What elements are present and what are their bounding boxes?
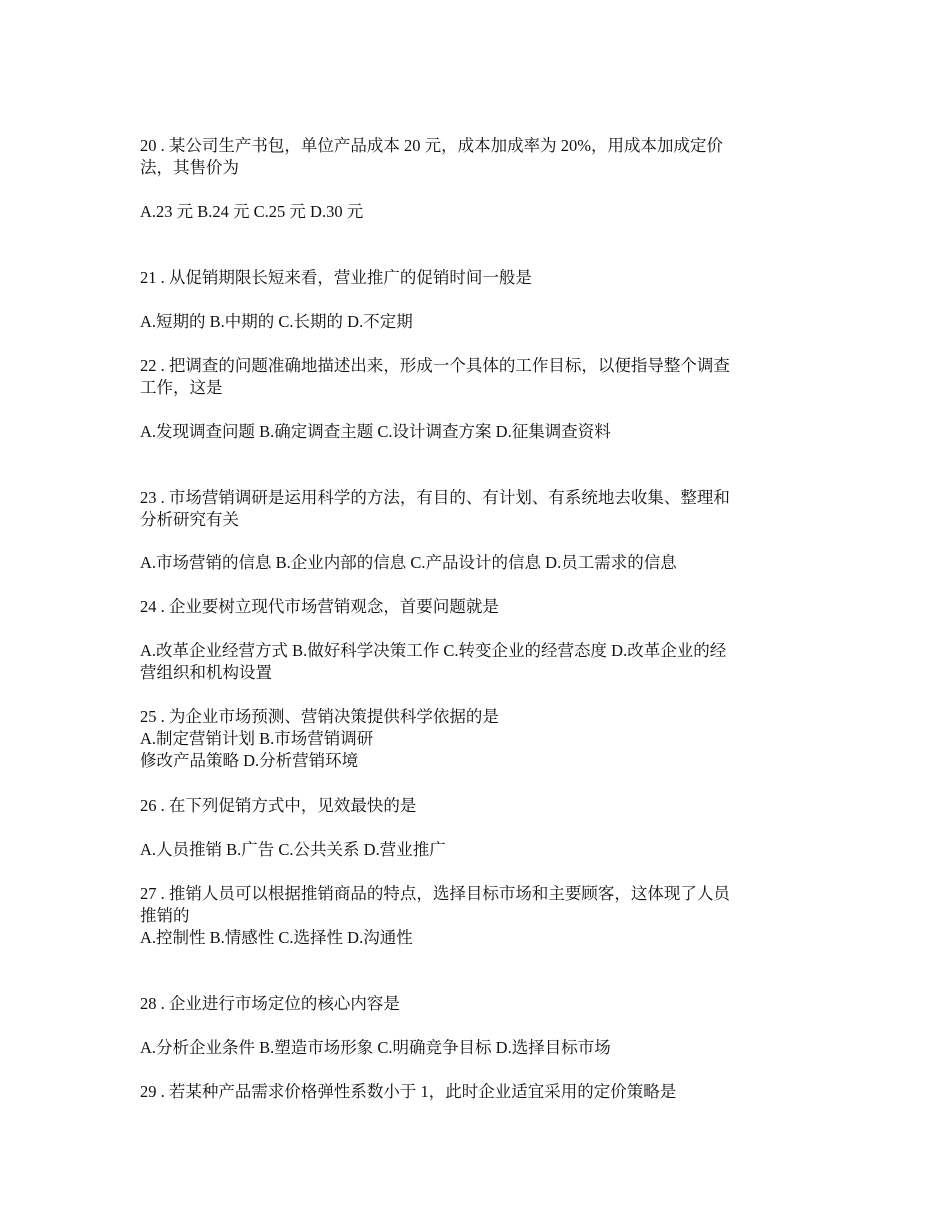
question-27-options: A.控制性 B.情感性 C.选择性 D.沟通性 <box>140 928 413 947</box>
question-24-options-line-1: A.改革企业经营方式 B.做好科学决策工作 C.转变企业的经营态度 D.改革企业的经 <box>140 641 727 660</box>
question-26-options: A.人员推销 B.广告 C.公共关系 D.营业推广 <box>140 840 446 859</box>
question-28-options: A.分析企业条件 B.塑造市场形象 C.明确竞争目标 D.选择目标市场 <box>140 1038 611 1057</box>
question-29-stem-line-1: 29 . 若某种产品需求价格弹性系数小于 1，此时企业适宜采用的定价策略是 <box>140 1082 677 1101</box>
question-25-stem-line-1: 25 . 为企业市场预测、营销决策提供科学依据的是 <box>140 707 499 726</box>
question-20-stem-line-1: 20 . 某公司生产书包，单位产品成本 20 元，成本加成率为 20%，用成本加成定价 <box>140 136 723 155</box>
question-21-stem-line-1: 21 . 从促销期限长短来看，营业推广的促销时间一般是 <box>140 268 532 287</box>
question-23-stem-line-2: 分析研究有关 <box>140 510 239 529</box>
question-26-stem-line-1: 26 . 在下列促销方式中，见效最快的是 <box>140 796 417 815</box>
question-25-options-line-1: A.制定营销计划 B.市场营销调研 <box>140 729 374 748</box>
question-20-options: A.23 元 B.24 元 C.25 元 D.30 元 <box>140 202 364 221</box>
question-22-options: A.发现调查问题 B.确定调查主题 C.设计调查方案 D.征集调查资料 <box>140 422 611 441</box>
question-27-stem-line-1: 27 . 推销人员可以根据推销商品的特点，选择目标市场和主要顾客，这体现了人员 <box>140 884 730 903</box>
question-28-stem-line-1: 28 . 企业进行市场定位的核心内容是 <box>140 994 400 1013</box>
question-23-stem-line-1: 23 . 市场营销调研是运用科学的方法，有目的、有计划、有系统地去收集、整理和 <box>140 488 730 507</box>
question-24-options-line-2: 营组织和机构设置 <box>140 663 272 682</box>
question-22-stem-line-1: 22 . 把调查的问题准确地描述出来，形成一个具体的工作目标，以便指导整个调查 <box>140 356 730 375</box>
question-23-options: A.市场营销的信息 B.企业内部的信息 C.产品设计的信息 D.员工需求的信息 <box>140 553 677 572</box>
question-22-stem-line-2: 工作，这是 <box>140 378 223 397</box>
question-24-stem-line-1: 24 . 企业要树立现代市场营销观念，首要问题就是 <box>140 597 499 616</box>
question-27-stem-line-2: 推销的 <box>140 906 190 925</box>
question-21-options: A.短期的 B.中期的 C.长期的 D.不定期 <box>140 312 413 331</box>
question-25-options-line-2: 修改产品策略 D.分析营销环境 <box>140 751 359 770</box>
question-20-stem-line-2: 法，其售价为 <box>140 158 239 177</box>
